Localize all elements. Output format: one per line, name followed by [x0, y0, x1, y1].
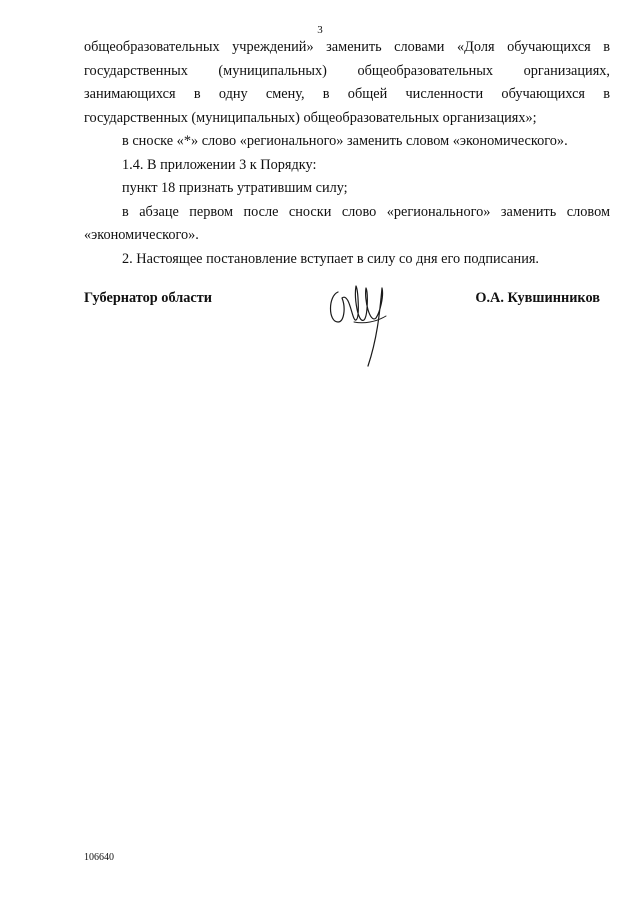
paragraph: 1.4. В приложении 3 к Порядку:: [122, 156, 317, 173]
paragraph-line: занимающихся в одну смену, в общей численности обучающихся в: [84, 86, 610, 102]
paragraph-line: государственных (муниципальных) общеобразовательных организациях»;: [84, 109, 537, 126]
page-number: 3: [317, 24, 323, 36]
paragraph-line: государственных (муниципальных) общеобразовательных организациях,: [84, 62, 610, 79]
paragraph-line: общеобразовательных учреждений» заменить словами «Доля обучающихся в: [84, 39, 610, 55]
paragraph: в сноске «*» слово «регионального» заменить словом «экономического».: [122, 133, 568, 149]
signer-name: О.А. Кувшинников: [475, 290, 600, 306]
handwritten-signature: [324, 278, 394, 368]
paragraph: 2. Настоящее постановление вступает в силу со дня его подписания.: [122, 250, 539, 267]
signer-title: Губернатор области: [84, 290, 213, 306]
document-body: [84, 36, 610, 271]
signature-block: [84, 290, 600, 370]
paragraph: в абзаце первом после сноски слово «регионального» заменить словом «экономического».: [84, 203, 610, 243]
document-code: 106640: [84, 852, 114, 863]
paragraph: пункт 18 признать утратившим силу;: [122, 180, 348, 196]
